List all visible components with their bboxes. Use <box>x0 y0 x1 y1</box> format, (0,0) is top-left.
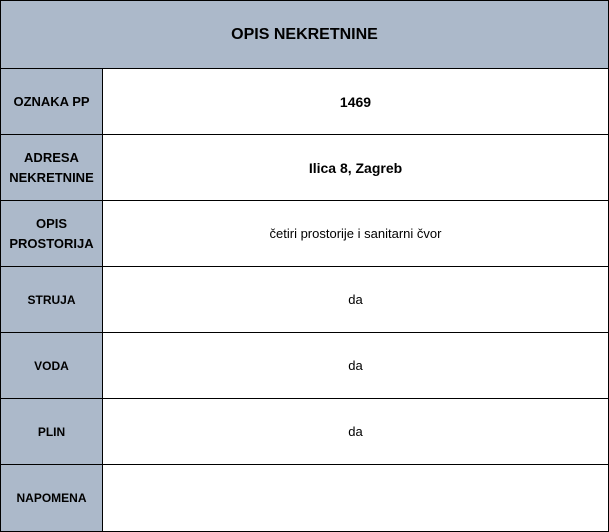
row-label: VODA <box>1 333 103 398</box>
row-value: da <box>103 399 608 464</box>
table-row-adresa-nekretnine <box>1 135 608 201</box>
row-value: četiri prostorije i sanitarni čvor <box>103 201 608 266</box>
row-value: Ilica 8, Zagreb <box>103 135 608 200</box>
table-row-voda <box>1 333 608 399</box>
table-row-plin <box>1 399 608 465</box>
table-row-napomena <box>1 465 608 531</box>
table-row-opis-prostorija <box>1 201 608 267</box>
table-row-struja <box>1 267 608 333</box>
row-value: 1469 <box>103 69 608 134</box>
table-title: OPIS NEKRETNINE <box>1 1 608 69</box>
row-label: OPIS PROSTORIJA <box>1 201 103 266</box>
row-value: da <box>103 267 608 332</box>
row-label: NAPOMENA <box>1 465 103 531</box>
row-value <box>103 465 608 531</box>
row-label: ADRESA NEKRETNINE <box>1 135 103 200</box>
row-label: STRUJA <box>1 267 103 332</box>
row-label: OZNAKA PP <box>1 69 103 134</box>
row-label: PLIN <box>1 399 103 464</box>
table-row-oznaka-pp <box>1 69 608 135</box>
row-value: da <box>103 333 608 398</box>
